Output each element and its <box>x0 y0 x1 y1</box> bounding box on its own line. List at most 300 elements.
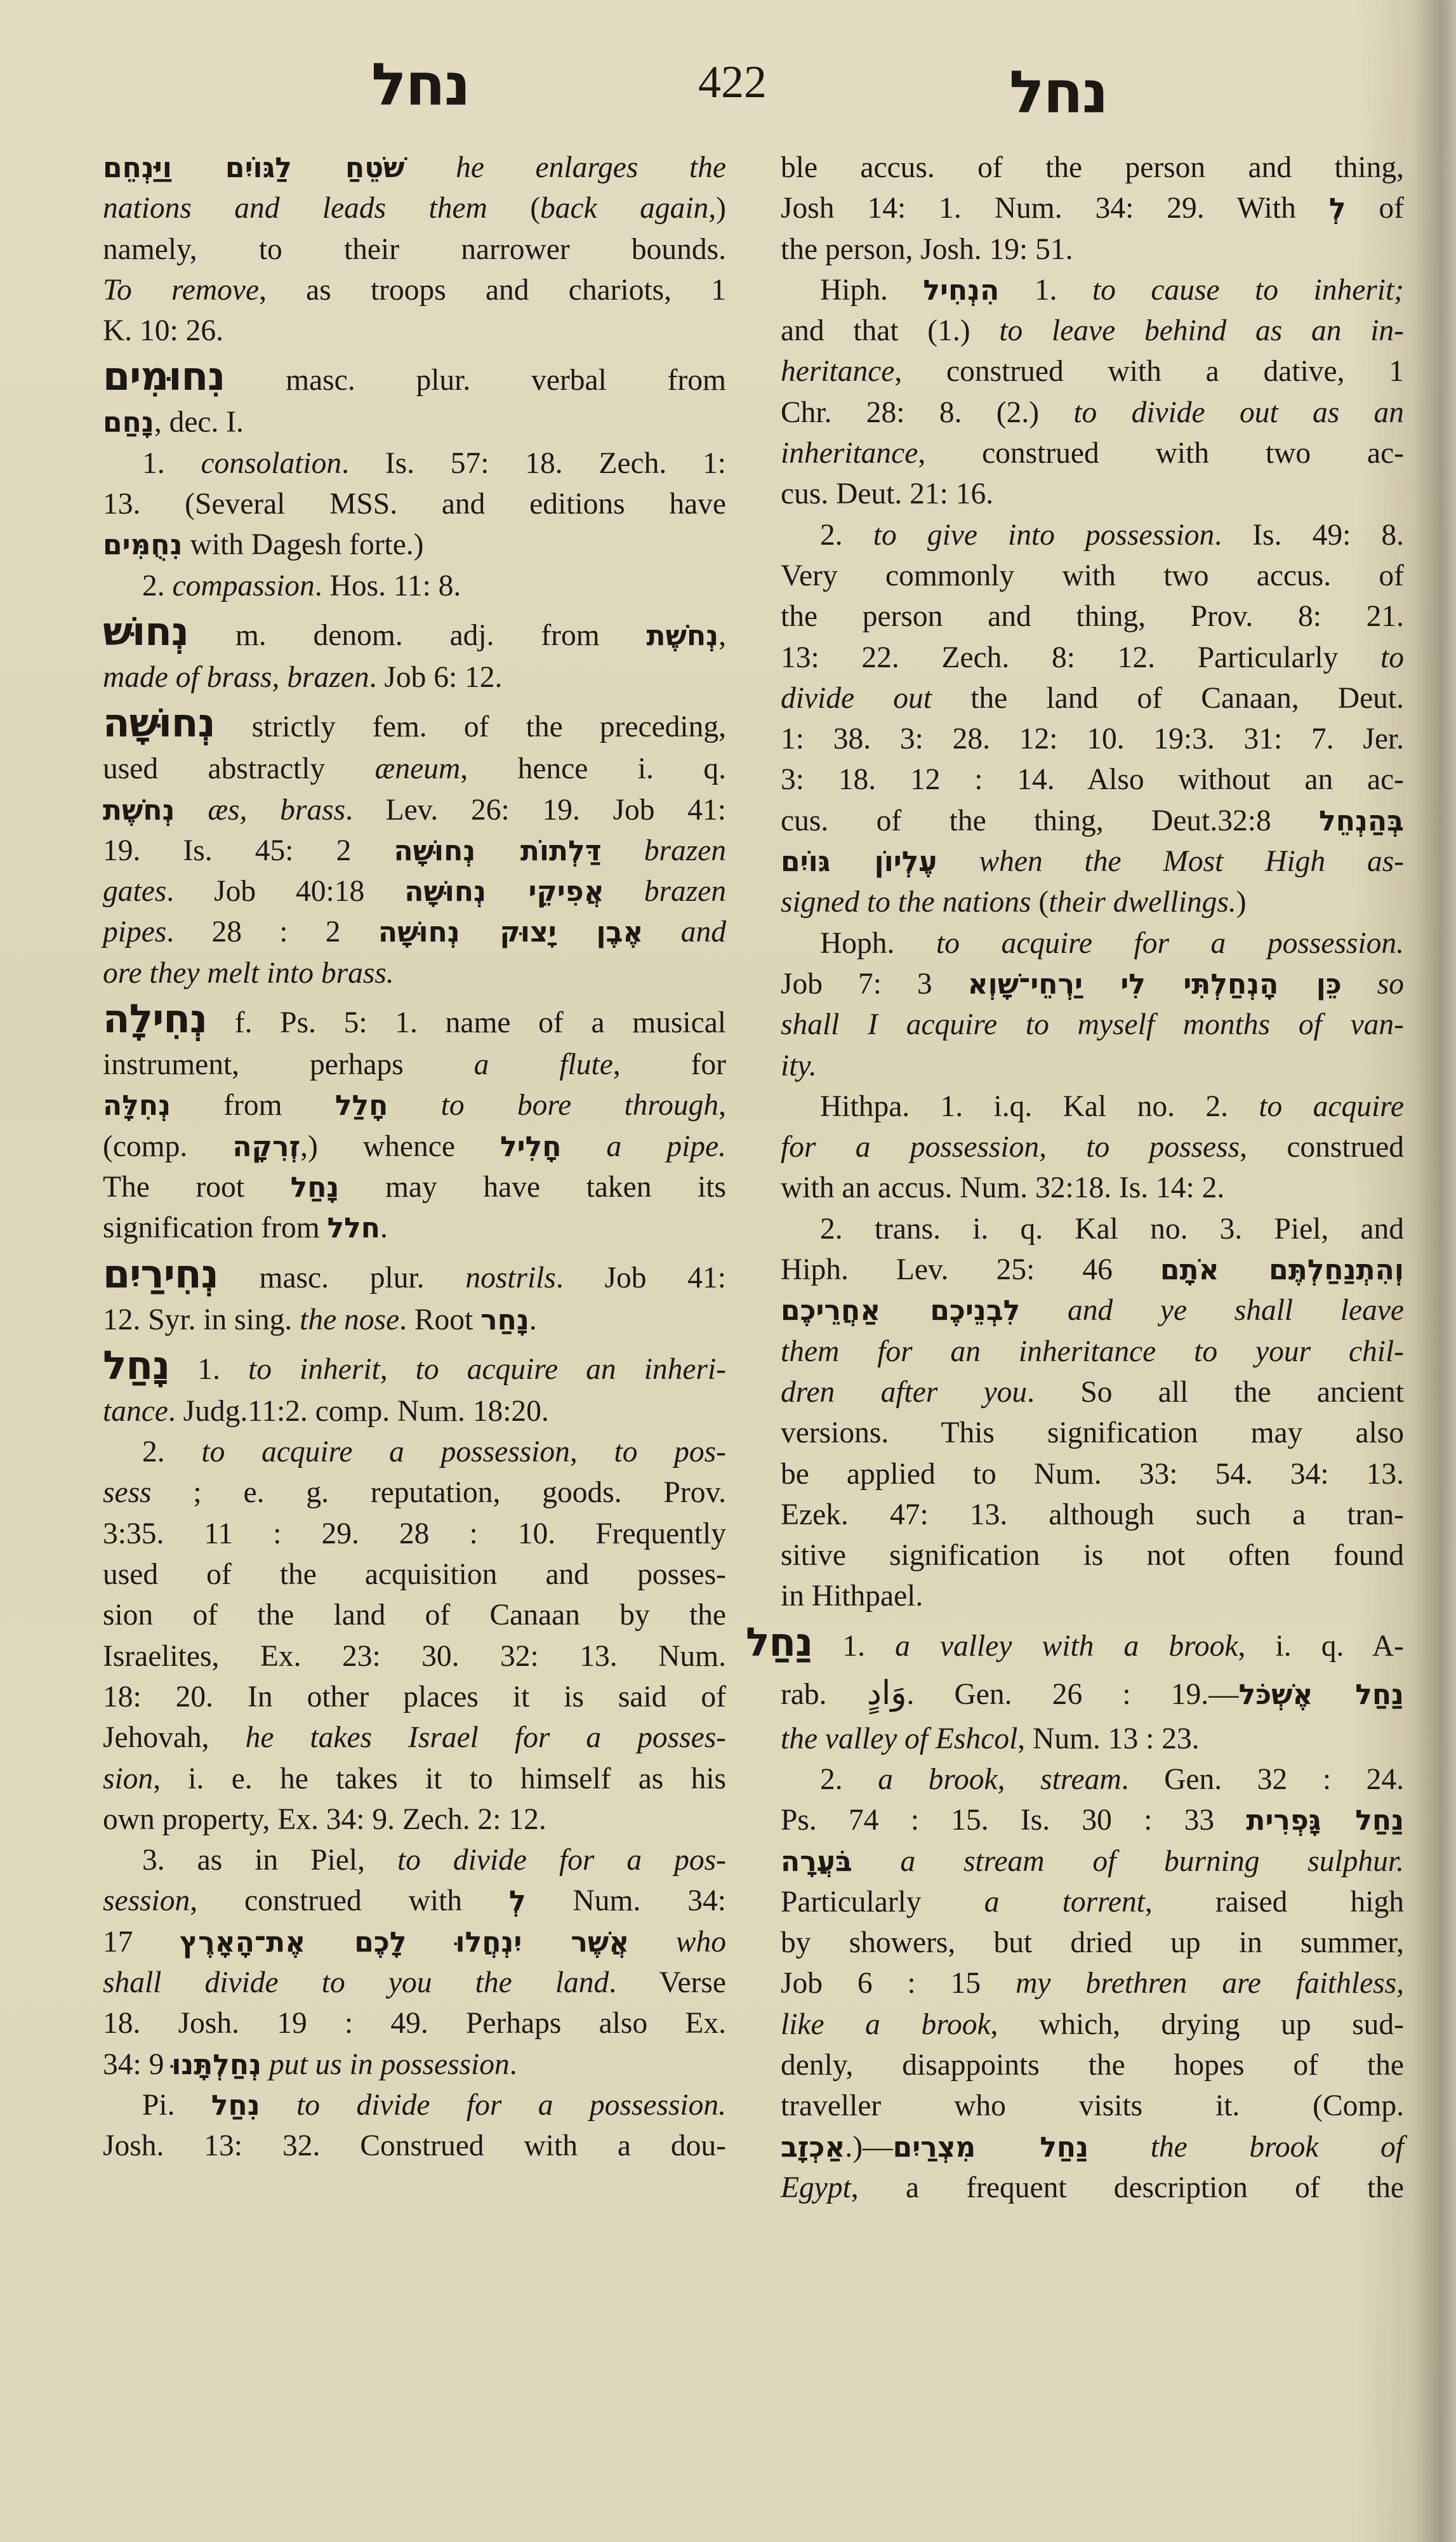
hebrew-text: נְחֹשֶׁת <box>646 619 719 652</box>
roman-text: the land of Canaan, Deut. <box>931 681 1404 715</box>
italic-text: made of brass, brazen <box>103 660 369 694</box>
roman-text: 3:35. 11 : 29. 28 : 10. Frequently <box>103 1517 726 1550</box>
roman-text: , hence i. q. <box>460 752 726 786</box>
roman-text <box>261 2048 269 2081</box>
text-line <box>781 474 1404 514</box>
italic-text: compassion <box>172 569 315 602</box>
italic-text: divide out <box>781 681 932 715</box>
roman-text: the person, Josh. 19: 51. <box>781 232 1073 266</box>
roman-text: . Verse <box>609 1966 726 1999</box>
hebrew-headword: נְחִירַיִם <box>103 1250 218 1297</box>
roman-text: signification from <box>103 1211 328 1245</box>
roman-text: 1. <box>999 273 1092 307</box>
roman-text: , i. q. A- <box>1238 1629 1404 1663</box>
italic-text: to acquire <box>1259 1089 1404 1123</box>
roman-text: . Judg.11:2. comp. Num. 18:20. <box>168 1394 549 1428</box>
text-line <box>781 2045 1404 2086</box>
italic-text: a pipe. <box>606 1129 727 1163</box>
roman-text: Particularly <box>781 1885 984 1919</box>
roman-text: . Is. 57: 18. Zech. 1: <box>341 446 726 480</box>
text-line <box>781 1127 1404 1168</box>
italic-text: sess <box>103 1476 152 1510</box>
text-line <box>781 1841 1404 1882</box>
text-line <box>103 1472 726 1513</box>
roman-text: Job 6 : 15 <box>781 1967 1016 2000</box>
hebrew-text: נַחַל מִצְרַיִם <box>892 2131 1089 2164</box>
text-line <box>103 566 726 606</box>
text-line <box>103 606 726 657</box>
text-line <box>781 1168 1404 1208</box>
roman-text: 2. <box>820 1762 878 1796</box>
hebrew-text: נָחַם <box>103 406 154 439</box>
roman-text: , i. e. he takes it to himself as his <box>153 1762 726 1795</box>
text-line <box>781 1719 1404 1759</box>
text-line <box>781 1759 1404 1800</box>
italic-text: he takes Israel for a posses- <box>245 1721 726 1755</box>
text-line <box>781 2167 1404 2208</box>
text-line <box>103 402 726 443</box>
roman-text: instrument, perhaps <box>103 1048 474 1082</box>
left-text-column <box>103 147 726 2166</box>
text-line <box>103 1880 726 1921</box>
italic-text: brazen <box>644 834 727 867</box>
italic-text: to leave behind as an in- <box>999 314 1404 348</box>
roman-text <box>937 845 979 878</box>
italic-text: consolation <box>201 446 342 480</box>
roman-text: 18. Josh. 19 : 49. Perhaps also Ex. <box>103 2007 726 2040</box>
italic-text: the valley of Eshcol <box>781 1722 1018 1755</box>
italic-text: sion <box>103 1762 154 1795</box>
roman-text: Hithpa. 1. i.q. Kal no. 2. <box>820 1089 1259 1123</box>
text-line <box>103 1432 726 1472</box>
roman-text: strictly fem. of the preceding, <box>215 710 726 744</box>
text-line <box>103 912 726 952</box>
roman-text: sion of the land of Canaan by the <box>103 1599 726 1632</box>
italic-text: æs, brass <box>208 793 346 827</box>
italic-text: to acquire for a possession. <box>936 926 1404 960</box>
hebrew-text: נַחַל גָּפְרִית <box>1246 1804 1405 1837</box>
text-line <box>103 749 726 789</box>
roman-text: by showers, but dried up in summer, <box>781 1926 1404 1960</box>
italic-text: a brook, stream <box>878 1762 1122 1796</box>
italic-text: to inherit, to acquire an inheri- <box>248 1352 727 1386</box>
hebrew-text: זְרִקָה <box>232 1130 301 1163</box>
roman-text <box>388 1089 440 1122</box>
roman-text: , construed with <box>190 1884 509 1918</box>
hebrew-text: וְהִתְנַחַלְתֶּם אֹתָם <box>1160 1254 1404 1287</box>
hebrew-text: שֹׁטֵחַ לַגּוֹיִם וַיַּנְחֵם <box>103 152 405 184</box>
text-line <box>103 1922 726 1962</box>
text-line <box>103 1167 726 1208</box>
hebrew-text: עֶלְיוֹן גּוֹיִם <box>781 846 937 879</box>
text-line <box>781 1454 1404 1494</box>
roman-text: 1. <box>812 1629 896 1663</box>
roman-text: Pi. <box>142 2088 211 2122</box>
roman-text: Josh 14: 1. Num. 34: 29. With <box>781 192 1329 225</box>
text-line <box>103 657 726 698</box>
text-line <box>103 994 726 1044</box>
roman-text: ( <box>530 192 541 225</box>
hebrew-headword: נְחוּשׁ <box>103 608 189 655</box>
italic-text: a valley with a brook <box>895 1629 1238 1663</box>
italic-text: their dwellings. <box>1049 886 1236 919</box>
text-line <box>103 147 726 188</box>
hebrew-text: נִחַל <box>211 2089 260 2122</box>
roman-text: 3: 18. 12 : 14. Also without an ac- <box>781 763 1404 797</box>
roman-text <box>643 915 680 948</box>
italic-text: to <box>1380 641 1404 674</box>
roman-text: of <box>1346 192 1404 225</box>
roman-text: from <box>171 1089 335 1122</box>
roman-text: . Hos. 11: 8. <box>314 569 461 602</box>
text-line <box>103 443 726 484</box>
text-line <box>781 1086 1404 1127</box>
roman-text: , construed with two ac- <box>918 437 1404 470</box>
text-line <box>103 1636 726 1677</box>
hebrew-text: נְחִלָּה <box>103 1089 171 1122</box>
roman-text: 2. <box>820 518 873 552</box>
hebrew-text: נַחַל אֶשְׁכֹּל <box>1238 1678 1404 1711</box>
text-line <box>781 801 1404 841</box>
italic-text: session <box>103 1884 190 1918</box>
text-line <box>103 1300 726 1340</box>
text-line <box>103 1085 726 1126</box>
text-line <box>781 1249 1404 1290</box>
italic-text: when the Most High as- <box>979 845 1404 879</box>
hebrew-text: בְּהַנְחֵל <box>1319 804 1404 837</box>
roman-text: , raised high <box>1144 1885 1405 1919</box>
roman-text <box>404 151 456 184</box>
text-line <box>103 1717 726 1758</box>
italic-text: so <box>1377 967 1405 1001</box>
text-line <box>103 953 726 994</box>
italic-text: like a brook <box>781 2007 991 2041</box>
roman-text: Hiph. <box>820 273 923 307</box>
roman-text: 12. Syr. in sing. <box>103 1303 300 1336</box>
italic-text: to cause to inherit; <box>1092 273 1404 307</box>
text-line <box>103 1044 726 1085</box>
text-line <box>103 1554 726 1595</box>
roman-text: 1. <box>142 446 201 480</box>
text-line <box>103 484 726 524</box>
text-line <box>781 392 1404 433</box>
italic-text: nations and leads them <box>103 192 531 225</box>
roman-text: denly, disappoints the hopes of the <box>781 2049 1404 2082</box>
text-line <box>781 1331 1404 1372</box>
italic-text: To remove <box>103 273 260 307</box>
roman-text: own property, Ex. 34: 9. Zech. 2: 12. <box>103 1802 546 1836</box>
italic-text: to divide for a pos- <box>397 1844 726 1877</box>
italic-text: dren after you <box>781 1375 1028 1409</box>
hebrew-text: דַּלְתוֹת נְחוּשָׁה <box>394 834 602 867</box>
text-line <box>103 1840 726 1880</box>
italic-text: brazen <box>644 875 726 908</box>
text-line <box>781 1494 1404 1535</box>
roman-text: . So all the ancient <box>1027 1375 1404 1409</box>
roman-text: Hoph. <box>820 926 937 960</box>
roman-text: 17 <box>103 1925 180 1959</box>
roman-text <box>561 1130 606 1163</box>
roman-text: sitive signification is not often found <box>781 1539 1404 1573</box>
page-number: 422 <box>698 57 767 107</box>
italic-text: my brethren are faithless, <box>1016 1967 1404 2000</box>
hebrew-text: לִבְנֵיכֶם אַחֲרֵיכֶם <box>781 1294 1021 1328</box>
text-line <box>103 188 726 229</box>
hebrew-text: הִנְחִיל <box>923 274 1000 307</box>
roman-text: 18: 20. In other places it is said of <box>103 1680 726 1714</box>
hebrew-text: בֹּעֲרָה <box>781 1845 852 1878</box>
italic-text: Egypt <box>781 2171 851 2204</box>
text-line <box>781 2004 1404 2045</box>
roman-text: , construed with a dative, 1 <box>894 355 1404 389</box>
roman-text: namely, to their narrower bounds. <box>103 232 726 266</box>
roman-text: used of the acquisition and posses- <box>103 1558 726 1592</box>
roman-text: in Hithpael. <box>781 1580 923 1613</box>
roman-text: masc. plur. verbal from <box>225 364 726 397</box>
italic-text: them for an inheritance to your chil- <box>781 1334 1404 1368</box>
hebrew-text: לְ <box>1328 192 1346 225</box>
italic-text: heritance <box>781 355 895 389</box>
italic-text: the nose <box>300 1303 400 1336</box>
roman-text: 19. Is. 45: 2 <box>103 834 394 867</box>
text-line <box>781 1290 1404 1331</box>
roman-text: , <box>718 618 726 652</box>
roman-text: . Job 40:18 <box>166 875 405 908</box>
hebrew-text: אֲשֶׁר יִנְחֲלוּ לָכֶם אֶת־הָאָרֶץ <box>180 1926 630 1959</box>
hebrew-headword: נְחוּשָׁה <box>103 700 215 747</box>
hebrew-text: נְחֹשֶׁת <box>103 794 175 827</box>
roman-text: , Num. 13 : 23. <box>1017 1722 1200 1755</box>
text-line <box>781 1882 1404 1922</box>
roman-text: ) <box>716 192 726 225</box>
text-line <box>103 1799 726 1840</box>
roman-text: 1: 38. 3: 28. 12: 10. 19:3. 31: 7. Jer. <box>781 722 1404 756</box>
text-line <box>103 351 726 402</box>
text-line <box>781 923 1404 964</box>
hebrew-text: לְ <box>508 1885 526 1918</box>
roman-text: , <box>718 1089 727 1122</box>
right-text-column <box>746 147 1405 2208</box>
italic-text: to bore through <box>440 1089 719 1122</box>
text-line <box>103 1595 726 1635</box>
text-line <box>781 1576 1404 1616</box>
roman-text: rab. <box>781 1677 867 1711</box>
roman-text <box>1020 1294 1068 1327</box>
text-line <box>781 1963 1404 2004</box>
text-line <box>781 556 1404 596</box>
italic-text: a flute <box>473 1048 613 1082</box>
text-line <box>781 841 1404 882</box>
text-line <box>781 719 1404 759</box>
roman-text <box>604 875 644 908</box>
italic-text: ity. <box>781 1049 817 1082</box>
text-line <box>103 1514 726 1554</box>
italic-text: to divide for a possession. <box>296 2088 726 2122</box>
roman-text: . Gen. 32 : 24. <box>1121 1762 1404 1796</box>
roman-text: The root <box>103 1170 291 1204</box>
text-line <box>781 270 1404 310</box>
text-line <box>781 964 1404 1004</box>
text-line <box>103 310 726 351</box>
roman-text: Hiph. Lev. 25: 46 <box>781 1253 1160 1287</box>
roman-text: . 28 : 2 <box>166 915 378 949</box>
text-line <box>781 310 1404 351</box>
hebrew-text: אֲפִיקֵי נְחוּשָׁה <box>404 875 604 908</box>
roman-text: ) <box>1236 886 1247 919</box>
italic-text: pipes <box>103 915 167 949</box>
italic-text: gates <box>103 875 167 908</box>
text-line <box>103 698 726 749</box>
text-line <box>103 1759 726 1799</box>
roman-text: cus. Deut. 21: 16. <box>781 477 994 511</box>
roman-text: ble accus. of the person and thing, <box>781 151 1404 184</box>
roman-text <box>1342 968 1377 1001</box>
text-line <box>781 1046 1404 1086</box>
roman-text <box>260 2089 296 2122</box>
text-line <box>781 637 1404 678</box>
roman-text: . Lev. 26: 19. Job 41: <box>345 793 726 827</box>
text-line <box>781 1004 1404 1045</box>
text-line <box>781 2086 1404 2126</box>
italic-text: shall I acquire to myself months of van- <box>781 1008 1404 1042</box>
roman-text: 1. <box>169 1352 249 1386</box>
text-line <box>103 2003 726 2044</box>
italic-text: to divide out as an <box>1073 396 1404 429</box>
roman-text: . Root <box>399 1303 481 1336</box>
hebrew-text: נִחֻמִּים <box>103 529 183 562</box>
text-line <box>781 351 1404 392</box>
text-line <box>103 1677 726 1717</box>
roman-text: 2. <box>142 569 173 602</box>
roman-text: , for <box>612 1048 726 1082</box>
roman-text: Chr. 28: 8. (2.) <box>781 396 1074 429</box>
roman-text: ( <box>1038 886 1049 919</box>
roman-text: . <box>380 1211 388 1245</box>
italic-text: put us in possession <box>268 2047 510 2081</box>
right-running-headword: נחל <box>1009 58 1108 126</box>
hebrew-headword: נְחִילָה <box>103 995 208 1042</box>
roman-text: ; e. g. reputation, goods. Prov. <box>151 1476 726 1510</box>
roman-text: 2. <box>142 1435 202 1469</box>
roman-text: 13: 22. Zech. 8: 12. Particularly <box>781 641 1381 674</box>
text-line <box>103 1249 726 1300</box>
italic-text: nostrils <box>465 1261 556 1294</box>
roman-text: with an accus. Num. 32:18. Is. 14: 2. <box>781 1171 1225 1205</box>
roman-text: be applied to Num. 33: 54. 34: 13. <box>781 1457 1404 1491</box>
roman-text: Ezek. 47: 13. although such a tran- <box>781 1498 1404 1531</box>
text-line <box>103 1962 726 2003</box>
roman-text: . Is. 49: 8. <box>1214 518 1405 552</box>
text-line <box>103 2126 726 2166</box>
text-line <box>781 678 1404 719</box>
roman-text: versions. This signification may also <box>781 1416 1404 1450</box>
hebrew-headword: נַחַל <box>746 1618 813 1665</box>
roman-text: . <box>509 2047 517 2081</box>
hebrew-text: נְחַלְתָּנוּ <box>171 2048 262 2081</box>
hebrew-headword: נָחַל <box>103 1341 170 1388</box>
roman-text: and that (1.) <box>781 314 1000 348</box>
roman-text: 34: 9 <box>103 2047 172 2081</box>
text-line <box>781 1372 1404 1413</box>
text-line <box>103 1391 726 1432</box>
text-line <box>103 871 726 912</box>
roman-text: masc. plur. <box>218 1261 466 1294</box>
text-line <box>103 524 726 565</box>
italic-text: to acquire a possession, to pos- <box>201 1435 726 1469</box>
italic-text: æneum <box>374 752 461 786</box>
italic-text: the brook of <box>1150 2130 1405 2164</box>
roman-text <box>852 1845 901 1878</box>
hebrew-text: נָחַל <box>290 1171 340 1204</box>
italic-text: ore they melt into brass. <box>103 956 394 990</box>
roman-text <box>602 834 644 867</box>
left-running-headword: נחל <box>371 51 470 119</box>
hebrew-text: אֶבֶן יָצוּק נְחוּשָׁה <box>378 916 644 949</box>
text-line <box>103 1340 726 1391</box>
roman-text: .)— <box>845 2130 893 2164</box>
roman-text: . <box>529 1303 537 1336</box>
italic-text: tance <box>103 1394 168 1428</box>
text-line <box>103 2085 726 2126</box>
roman-text: Israelites, Ex. 23: 30. 32: 13. Num. <box>103 1639 726 1673</box>
text-line <box>781 1535 1404 1576</box>
text-line <box>781 2127 1404 2167</box>
text-line <box>781 1668 1404 1719</box>
italic-text: for a possession, to possess <box>781 1131 1240 1164</box>
italic-text: back again, <box>540 192 717 225</box>
roman-text: Jehovah, <box>103 1721 246 1755</box>
text-line <box>781 433 1404 474</box>
roman-text: (comp. <box>103 1129 233 1163</box>
text-line <box>103 830 726 871</box>
roman-text: . Job 41: <box>555 1261 726 1294</box>
roman-text: 3. as in Piel, <box>142 1844 397 1877</box>
text-line <box>781 1413 1404 1453</box>
roman-text: Num. 34: <box>526 1884 726 1918</box>
italic-text: inheritance <box>781 437 918 470</box>
text-line <box>781 188 1404 229</box>
text-line <box>781 1922 1404 1963</box>
roman-text: , a frequent description of the <box>850 2171 1404 2204</box>
italic-text: to give into possession <box>873 518 1215 552</box>
text-line <box>781 882 1404 922</box>
roman-text: , dec. I. <box>154 406 244 439</box>
roman-text: traveller who visits it. (Comp. <box>781 2089 1404 2123</box>
italic-text: and ye shall leave <box>1067 1294 1404 1328</box>
roman-text: Job 7: 3 <box>781 967 968 1001</box>
text-line <box>781 229 1404 270</box>
roman-text: f. Ps. 5: 1. name of a musical <box>207 1006 726 1040</box>
roman-text: Josh. 13: 32. Construed with a dou- <box>103 2129 726 2163</box>
roman-text: with Dagesh forte.) <box>182 528 424 562</box>
text-line <box>781 596 1404 637</box>
hebrew-text: נָחַר <box>480 1303 529 1336</box>
roman-text: , which, drying up sud- <box>990 2007 1404 2041</box>
text-line <box>103 1208 726 1248</box>
roman-text <box>1089 2131 1151 2164</box>
italic-text: who <box>675 1925 727 1959</box>
roman-text <box>175 794 208 827</box>
text-line <box>103 270 726 310</box>
roman-text: ,) whence <box>300 1129 500 1163</box>
italic-text: a torrent <box>984 1885 1145 1919</box>
roman-text <box>629 1926 676 1959</box>
italic-text: shall divide to you the land <box>103 1966 609 1999</box>
hebrew-text: אַכְזָב <box>781 2131 845 2164</box>
hebrew-text: חלל <box>327 1212 381 1245</box>
roman-text: K. 10: 26. <box>103 314 223 348</box>
roman-text: may have taken its <box>339 1170 726 1204</box>
